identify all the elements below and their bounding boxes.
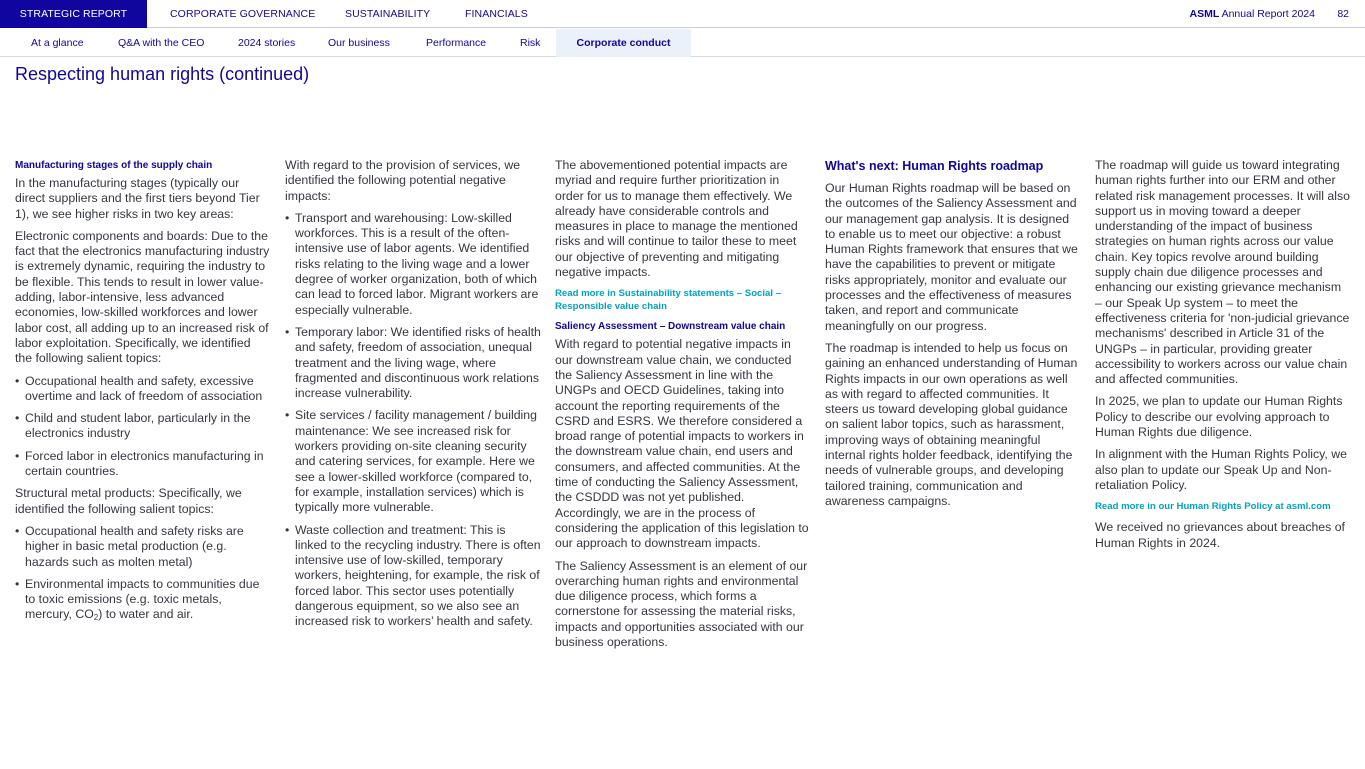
subtab-qa-with-ceo[interactable]: Q&A with the CEO — [118, 37, 205, 49]
paragraph: We received no grievances about breaches of Human Rights in 2024. — [1095, 520, 1345, 550]
tab-financials[interactable]: FINANCIALS — [465, 8, 528, 20]
paragraph: The Saliency Assessment is an element of our overarching human rights and environmental due diligence process, which forms a cornerstone for assessing the material risks, impacts and opportunities associated with our business operations. — [555, 558, 808, 650]
list-item — [15, 524, 271, 570]
column-1 — [15, 158, 271, 633]
paragraph: With regard to potential negative impacts in our downstream value chain, we conducted the Saliency Assessment in line with the UNGPs and OECD Guidelines, taking into account the reporting requirements of the CSRD and ESRS. We therefore considered a broad range of potential impacts to workers in the downstream value chain, end users and consumers, and affected communities. At the time of conducting the Saliency Assessment, the CSDDD was not yet published. Accordingly, we are in the process of considering the application of this legislation to our approach to downstream impacts. — [555, 337, 809, 551]
list-item-text: Waste collection and treatment: This is linked to the recycling industry. There is often intensive use of low-skilled, temporary workers, heightening, for example, the risk of forced labor. This sector uses potentially dangerous equipment, so we also see an increased risk to workers’ health and safety. — [295, 522, 541, 629]
page-title: Respecting human rights (continued) — [15, 64, 310, 84]
report-brand — [1190, 0, 1316, 28]
paragraph: Structural metal products: Specifically, we identified the following salient topics: — [15, 486, 242, 516]
subtab-at-a-glance[interactable]: At a glance — [31, 37, 84, 49]
paragraph: In 2025, we plan to update our Human Rights Policy to describe our evolving approach to Human Rights due diligence. — [1095, 394, 1343, 440]
brand-name: ASML — [1189, 8, 1220, 20]
subtab-corporate-conduct[interactable]: Corporate conduct — [556, 29, 691, 57]
subtab-2024-stories[interactable]: 2024 stories — [238, 37, 296, 49]
bullet-icon: • — [15, 411, 20, 426]
paragraph: The roadmap is intended to help us focus on gaining an enhanced understanding of Human Rights impacts in our own operations as well as with regard to affected communities. It steers us toward developing global guidance on salient labor topics, such as harassment, improving ways of obtaining meaningful internal rights holder feedback, identifying the needs of vulnerable groups, and developing tailored training, communication and awareness campaigns. — [825, 340, 1078, 508]
bullet-icon: • — [15, 576, 20, 591]
metal-topics-list — [15, 524, 271, 626]
list-item-text: Site services / facility management / building maintenance: We see increased risk for workers providing on-site cleaning security and catering services, for example. Here we see a lower-skilled workforce (compared to, for example, installation services) which is typically more vulnerable. — [295, 408, 537, 515]
brand-report-title: Annual Report 2024 — [1219, 8, 1315, 20]
bullet-icon: • — [285, 210, 290, 225]
bullet-icon: • — [15, 448, 20, 463]
tab-strategic-report[interactable]: STRATEGIC REPORT — [0, 0, 147, 28]
heading-saliency-assessment: Saliency Assessment – Downstream value chain — [555, 321, 786, 333]
bullet-icon: • — [285, 522, 290, 537]
list-item-text: Occupational health and safety risks are higher in basic metal production (e.g. hazards such as molten metal) — [25, 523, 244, 569]
bullet-icon: • — [285, 324, 290, 339]
subscript: 2 — [93, 613, 99, 623]
list-item — [285, 211, 541, 318]
top-navigation — [0, 0, 1365, 28]
paragraph: Our Human Rights roadmap will be based on the outcomes of the Saliency Assessment and our management gap analysis. It is designed to enable us to meet our objective: a robust Human Rights framework that ensures that we have the capabilities to prevent or mitigate risks appropriately, monitor and evaluate our processes and the effectiveness of measures taken, and report and communicate meaningfully on our progress. — [825, 181, 1078, 333]
tab-corporate-governance[interactable]: CORPORATE GOVERNANCE — [170, 8, 316, 20]
column-2 — [285, 158, 541, 637]
salient-topics-list — [15, 374, 271, 480]
list-item-text-end: ) to water and air. — [98, 607, 194, 622]
subtab-risk[interactable]: Risk — [520, 37, 541, 49]
list-item — [15, 411, 271, 442]
list-item-text: Environmental impacts to communities due to toxic emissions (e.g. toxic metals, mercury, CO — [25, 576, 260, 622]
list-item — [285, 523, 541, 630]
paragraph: In the manufacturing stages (typically our direct suppliers and the first tiers beyond Tier 1), we see higher risks in two key areas: — [15, 176, 260, 221]
bullet-icon: • — [285, 408, 290, 423]
list-item — [285, 325, 541, 401]
list-item-text: Forced labor in electronics manufacturing in certain countries. — [25, 448, 264, 479]
link-human-rights-policy[interactable]: Read more in our Human Rights Policy at asml.com — [1095, 501, 1331, 513]
list-item-text: Temporary labor: We identified risks of health and safety, freedom of association, unequal treatment and the living wage, where fragmented and discontinuous work relations increase vulnerability. — [295, 324, 541, 401]
heading-human-rights-roadmap: What's next: Human Rights roadmap — [825, 159, 1044, 173]
bullet-icon: • — [15, 523, 20, 538]
column-4 — [825, 158, 1081, 516]
paragraph: With regard to the provision of services, we identified the following potential negative impacts: — [285, 158, 521, 203]
paragraph: Electronic components and boards: Due to the fact that the electronics manufacturing industry is extremely dynamic, requiring the industry to be flexible. This tends to result in lower value-adding, labor-intensive, less advanced economies, low-skilled workforces and lower labor cost, all adding up to an increased risk of labor exploitation. Specifically, we identified the following salient topics: — [15, 228, 270, 366]
paragraph: The abovementioned potential impacts are myriad and require further prioritization in order for us to manage them effectively. We already have considerable controls and measures in place to manage the mentioned risks and will continue to tailor these to meet our objective of preventing and mitigating negative impacts. — [555, 158, 798, 280]
services-impacts-list — [285, 211, 541, 630]
paragraph: The roadmap will guide us toward integrating human rights further into our ERM and other related risk management processes. It will also support us in moving toward a deeper understanding of the impact of business strategies on human rights across our value chain. Key topics revolve around building supply chain due diligence processes and enhancing our existing grievance mechanism – our Speak Up system – to meet the effectiveness criteria for 'non-judicial grievance mechanisms' described in Article 31 of the UNGPs – in particular, providing greater accessibility to workers across our value chain and affected communities. — [1095, 158, 1350, 387]
list-item — [15, 374, 271, 405]
list-item-text: Transport and warehousing: Low-skilled workforces. This is a result of the often-intensive use of labor agents. We identified risks relating to the living wage and a lower degree of worker organization, both of which can lead to forced labor. Migrant workers are especially vulnerable. — [295, 210, 539, 317]
list-item — [15, 449, 271, 480]
heading-manufacturing-stages: Manufacturing stages of the supply chain — [15, 160, 213, 171]
list-item — [15, 577, 271, 626]
subtab-our-business[interactable]: Our business — [328, 37, 390, 49]
section-navigation — [0, 29, 1365, 57]
list-item-text: Child and student labor, particularly in the electronics industry — [25, 411, 251, 441]
list-item-text: Occupational health and safety, excessive overtime and lack of freedom of association — [25, 373, 263, 403]
column-5 — [1095, 158, 1351, 558]
link-sustainability-statements[interactable]: Read more in Sustainability statements – Social – Responsible value chain — [555, 288, 782, 313]
tab-sustainability[interactable]: SUSTAINABILITY — [345, 8, 431, 20]
list-item — [285, 408, 541, 515]
subtab-performance[interactable]: Performance — [426, 37, 487, 49]
paragraph: In alignment with the Human Rights Policy, we also plan to update our Speak Up and Non-retaliation Policy. — [1095, 447, 1347, 492]
column-3 — [555, 158, 811, 657]
bullet-icon: • — [15, 373, 20, 388]
page-number: 82 — [1337, 8, 1349, 20]
